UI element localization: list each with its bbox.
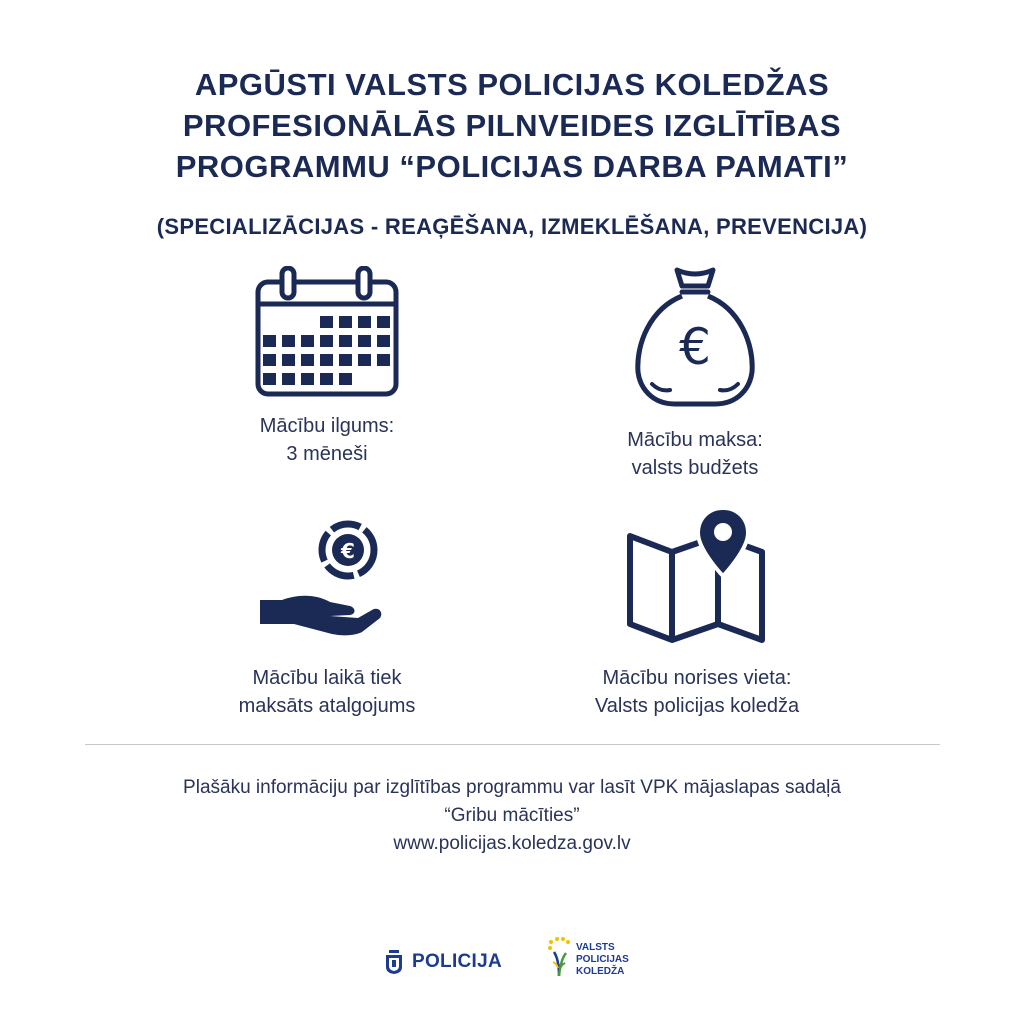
vpk-emblem-icon: [548, 936, 570, 980]
location-value: Valsts policijas koledža: [594, 695, 800, 717]
fee-caption: [545, 426, 845, 482]
fee-label: Mācību maksa:: [627, 429, 763, 451]
vpk-logo-line-2: POLICIJAS: [576, 954, 629, 965]
police-badge-icon: [384, 949, 404, 975]
section-divider: [85, 744, 940, 745]
location-label: Mācību norises vieta:: [602, 667, 792, 689]
title-line-2: PROFESIONĀLĀS PILNVEIDES IZGLĪTĪBAS: [182, 108, 842, 143]
footer-website-link[interactable]: www.policijas.koledza.gov.lv: [393, 833, 631, 854]
title-line-3: PROGRAMMU “POLICIJAS DARBA PAMATI”: [175, 149, 849, 184]
policija-logo-text: POLICIJA: [412, 951, 503, 972]
fee-value: valsts budžets: [631, 457, 759, 479]
footer-info-text: Plašāku informāciju par izglītības programmu var lasīt VPK mājaslapas sadaļā: [183, 777, 841, 798]
map-pin-icon: [626, 504, 768, 646]
svg-text:€: €: [679, 318, 711, 376]
salary-label: Mācību laikā tiek: [252, 667, 402, 689]
location-caption: [547, 664, 847, 720]
vpk-logo-line-1: VALSTS: [576, 942, 615, 953]
vpk-logo: [548, 936, 629, 980]
duration-caption: [177, 412, 477, 468]
salary-value: maksāts atalgojums: [238, 695, 416, 717]
footer-section-name: “Gribu mācīties”: [444, 805, 580, 826]
title-line-1: APGŪSTI VALSTS POLICIJAS KOLEDŽAS: [194, 67, 830, 102]
specializations-subtitle: (SPECIALIZĀCIJAS - REAĢĒŠANA, IZMEKLĒŠANA, PREVENCIJA): [156, 214, 868, 239]
info-footer: [40, 774, 984, 858]
svg-text:€: €: [341, 539, 355, 563]
salary-caption: [177, 664, 477, 720]
money-bag-euro-icon: [630, 264, 760, 410]
calendar-icon: [254, 266, 400, 398]
duration-label: Mācību ilgums:: [259, 415, 395, 437]
page-title: [60, 64, 964, 187]
vpk-logo-line-3: KOLEDŽA: [576, 966, 625, 977]
hand-coin-icon: [258, 518, 388, 642]
duration-value: 3 mēneši: [286, 443, 368, 465]
policija-logo: [384, 946, 502, 978]
